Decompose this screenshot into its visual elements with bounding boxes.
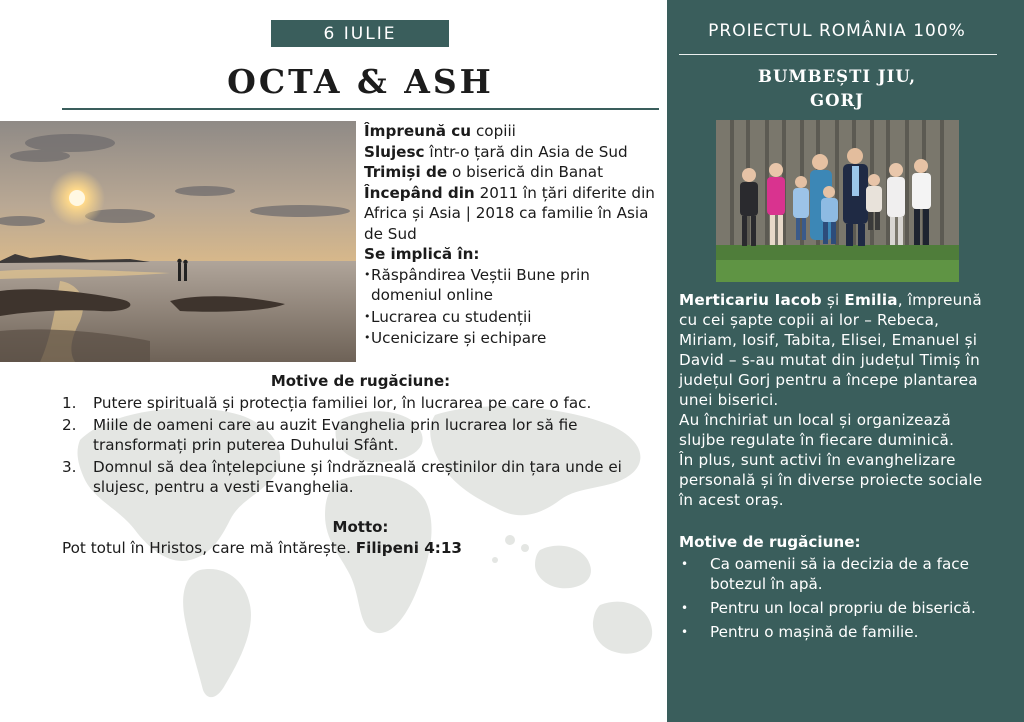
prayer-list xyxy=(62,393,662,499)
right-prayer-list xyxy=(679,554,999,646)
missionary-title: OCTA & ASH xyxy=(227,62,494,101)
fact-since: Începând din 2011 în țări diferite din Africa și Asia | 2018 ca familie în Asia de Sud xyxy=(364,183,655,243)
description-paragraph: În plus, sunt activi în evanghelizare personală și în diverse proiecte sociale în acest oraș. xyxy=(679,451,983,509)
missionary-facts xyxy=(364,121,664,349)
motto-reference: Filipeni 4:13 xyxy=(355,539,462,557)
family-photo xyxy=(716,120,959,282)
right-prayer-item: • Pentru un local propriu de biserică. xyxy=(679,598,999,618)
right-panel xyxy=(667,0,1024,722)
right-prayer-item: • Pentru o mașină de familie. xyxy=(679,622,999,642)
involved-item: • Răspândirea Veștii Bune prin domeniul online xyxy=(364,265,664,306)
fact-sent-by: Trimiși de o biserică din Banat xyxy=(364,163,604,181)
right-prayer-title: Motive de rugăciune: xyxy=(679,533,861,551)
sunset-beach-photo xyxy=(0,121,356,362)
involved-list xyxy=(364,265,664,349)
involved-label: Se implică în: xyxy=(364,245,480,263)
fact-together-with: Împreună cu copiii xyxy=(364,122,516,140)
involved-item: • Lucrarea cu studenții xyxy=(364,307,664,328)
project-title: PROIECTUL ROMÂNIA 100% xyxy=(708,21,966,41)
description-paragraph: Merticariu Iacob și Emilia, împreună cu cei șapte copii ai lor – Rebeca, Miriam, Iosif, Tabita, Elisei, Emanuel și David – s-au mutat din județul Timiș în județul Gorj pentru a începe plantarea unei biserici. xyxy=(679,291,982,409)
description-paragraph: Au închiriat un local și organizează slujbe regulate în fiecare duminică. xyxy=(679,411,955,449)
family-description xyxy=(679,290,1001,510)
place-title: BUMBEȘTI JIU, GORJ xyxy=(758,67,916,110)
right-prayer-item: • Ca oamenii să ia decizia de a face botezul în apă. xyxy=(679,554,999,594)
title-divider xyxy=(62,108,659,110)
date-tag: 6 IULIE xyxy=(271,20,449,47)
fact-serve: Slujesc într-o țară din Asia de Sud xyxy=(364,142,628,161)
prayer-item: 1. Putere spirituală și protecția familiei lor, în lucrarea pe care o fac. xyxy=(62,394,592,412)
project-divider xyxy=(679,54,997,55)
motto-text: Pot totul în Hristos, care mă întărește. Filipeni 4:13 xyxy=(62,539,462,557)
motto-title: Motto: xyxy=(332,518,389,536)
prayer-item: 2. Miile de oameni care au auzit Evanghelia prin lucrarea lor să fie transformați prin puterea Duhului Sfânt. xyxy=(62,415,578,454)
prayer-item: 3. Domnul să dea înțelepciune și îndrăzneală creștinilor din țara unde ei slujesc, pentru a vesti Evanghelia. xyxy=(62,457,622,496)
involved-item: • Ucenicizare și echipare xyxy=(364,328,664,349)
prayer-title: Motive de rugăciune: xyxy=(270,372,451,390)
